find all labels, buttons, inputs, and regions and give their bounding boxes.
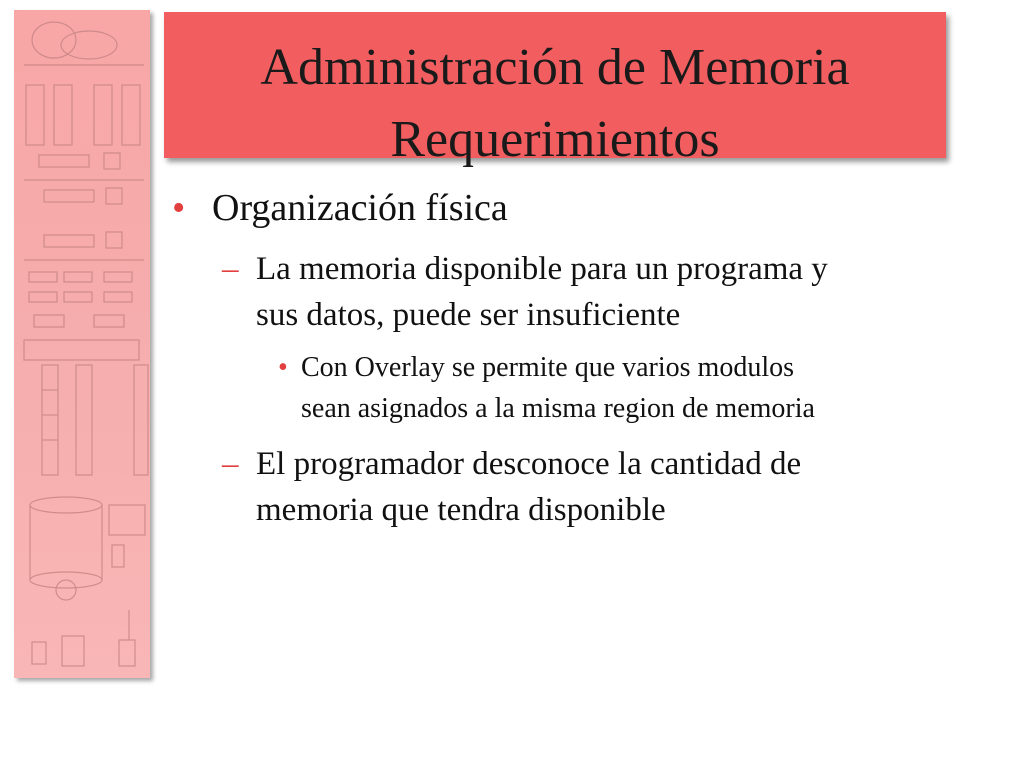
title-banner: [164, 12, 946, 168]
subbullet-memoria-line-1: La memoria disponible para un programa y: [256, 251, 828, 287]
bullet-marker: •: [172, 187, 186, 229]
slide-title-line-1: Administración de Memoria: [260, 39, 850, 96]
subsubbullet-overlay-line-2: sean asignados a la misma region de memoria: [301, 393, 815, 424]
decorative-side-panel: [14, 10, 150, 678]
subbullet-programador-line-2: memoria que tendra disponible: [256, 492, 666, 528]
dash-marker: –: [222, 251, 239, 287]
circuit-diagram-watermark-icon: [14, 10, 150, 678]
bullet-marker: •: [278, 352, 288, 383]
subbullet-memoria-line-2: sus datos, puede ser insuficiente: [256, 297, 681, 333]
slide-title-line-2: Requerimientos: [390, 111, 720, 168]
bullet-organizacion-fisica: Organización física: [212, 187, 508, 229]
subsubbullet-overlay-line-1: Con Overlay se permite que varios modulos: [301, 352, 795, 383]
dash-marker: –: [222, 446, 239, 482]
subbullet-programador-line-1: El programador desconoce la cantidad de: [256, 446, 802, 482]
